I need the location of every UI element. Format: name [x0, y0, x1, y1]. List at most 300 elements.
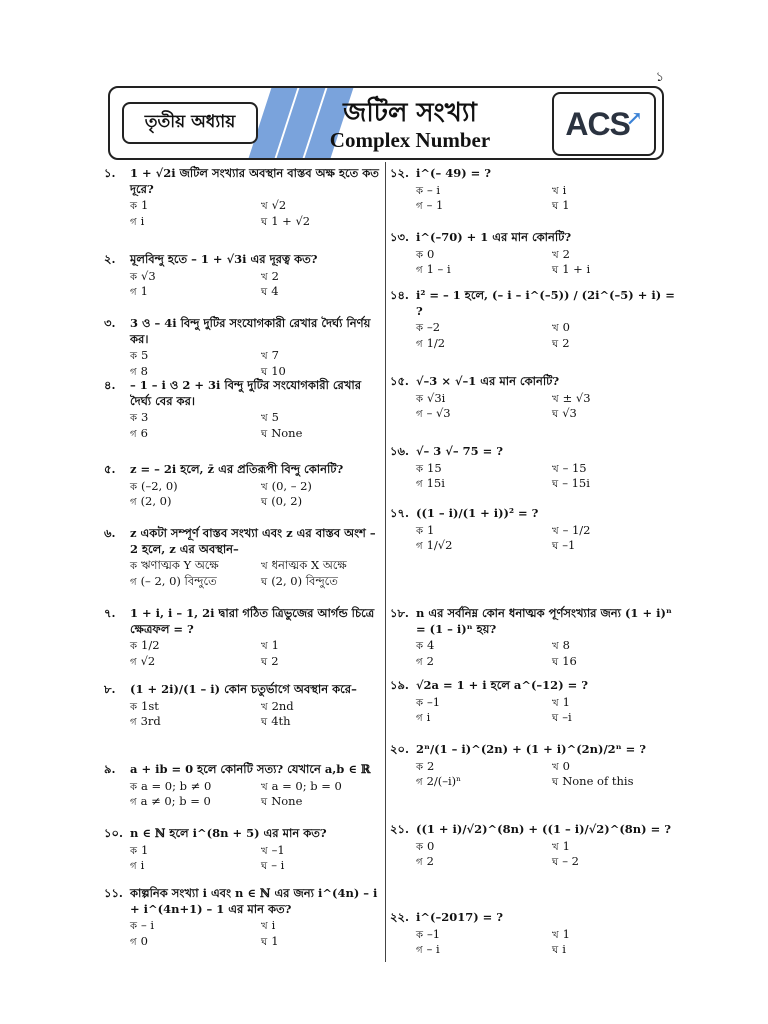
option-label-circle: গ — [416, 541, 423, 553]
answer-option — [261, 198, 384, 214]
option-value: 8 — [140, 363, 148, 378]
option-label-circle: গ — [416, 777, 423, 789]
answer-option — [261, 779, 384, 795]
question-item — [390, 678, 680, 726]
question-item — [390, 374, 680, 422]
answer-option — [552, 523, 680, 539]
question-item — [390, 166, 680, 214]
option-label-circle: খ — [261, 561, 268, 573]
answer-option — [130, 284, 253, 300]
answer-option — [416, 406, 544, 422]
option-value: 1 — [562, 198, 570, 213]
option-value: 1 — [562, 694, 570, 709]
option-value: 3 — [141, 410, 149, 425]
option-label-circle: গ — [416, 857, 423, 869]
option-label-circle: ঘ — [261, 717, 268, 729]
answer-option — [552, 406, 680, 422]
answer-option — [552, 638, 680, 654]
question-number: ২২. — [390, 910, 409, 924]
option-label-circle: ঘ — [552, 409, 559, 421]
option-label-circle: ঘ — [261, 216, 268, 228]
answer-options — [130, 410, 384, 441]
answer-options — [416, 523, 680, 554]
answer-option — [552, 774, 680, 790]
option-value: √3 — [562, 406, 577, 421]
answer-option — [261, 348, 384, 364]
option-label-circle: ঘ — [261, 797, 268, 809]
answer-option — [130, 918, 253, 934]
option-value: 1 + i — [562, 262, 591, 277]
answer-option — [130, 198, 253, 214]
answer-options — [416, 927, 680, 958]
answer-option — [416, 654, 544, 670]
page-number: ১ — [655, 70, 664, 85]
option-value: – 15i — [562, 476, 590, 491]
option-value: 0 — [562, 320, 570, 335]
option-value: – 2 — [562, 854, 579, 869]
answer-option — [416, 538, 544, 554]
option-value: (–2, 0) — [141, 478, 178, 493]
answer-option — [416, 927, 544, 943]
question-number: ১৪. — [390, 288, 409, 302]
answer-options — [130, 558, 384, 589]
option-label-circle: ঘ — [261, 497, 268, 509]
option-label-circle: ক — [416, 323, 423, 335]
option-label-circle: খ — [261, 413, 268, 425]
answer-option — [416, 476, 544, 492]
answer-option — [261, 654, 384, 670]
answer-options — [130, 479, 384, 510]
answer-option — [130, 714, 253, 730]
answer-option — [130, 426, 253, 442]
option-value: (– 2, 0) বিন্দুতে — [140, 573, 217, 588]
option-value: 2 — [271, 268, 279, 283]
answer-option — [416, 774, 544, 790]
answer-option — [261, 494, 384, 510]
answer-option — [416, 942, 544, 958]
option-value: 4 — [271, 284, 279, 299]
answer-option — [552, 461, 680, 477]
question-number: ৬. — [104, 526, 116, 540]
option-label-circle: ক — [416, 841, 423, 853]
option-label-circle: গ — [130, 497, 137, 509]
answer-option — [261, 214, 384, 230]
answer-option — [416, 759, 544, 775]
question-number: ১০. — [104, 826, 123, 840]
question-text: ((1 – i)/(1 + i))² = ? — [416, 506, 539, 520]
option-value: i — [562, 182, 567, 197]
answer-option — [130, 494, 253, 510]
question-number: ১৩. — [390, 230, 409, 244]
answer-option — [261, 410, 384, 426]
question-number: ৯. — [104, 762, 116, 776]
question-item — [390, 742, 680, 790]
question-number: ৭. — [104, 606, 116, 620]
answer-options — [416, 759, 680, 790]
option-value: 1 — [427, 522, 435, 537]
answer-option — [130, 364, 253, 380]
option-label-circle: গ — [416, 713, 423, 725]
answer-option — [552, 854, 680, 870]
option-label-circle: গ — [130, 287, 137, 299]
option-value: 0 — [427, 838, 435, 853]
option-label-circle: ক — [130, 701, 137, 713]
question-text: √–3 × √–1 এর মান কোনটি? — [416, 374, 560, 388]
option-value: –1 — [427, 926, 441, 941]
option-value: 7 — [271, 348, 279, 363]
option-value: 1 — [140, 284, 148, 299]
option-label-circle: ক — [416, 185, 423, 197]
question-item — [104, 762, 384, 810]
answer-options — [416, 247, 680, 278]
option-label-circle: খ — [261, 201, 268, 213]
question-number: ৩. — [104, 316, 116, 330]
answer-option — [552, 198, 680, 214]
page-title-english: Complex Number — [329, 128, 491, 152]
option-value: √3 — [141, 268, 156, 283]
option-value: 8 — [562, 638, 570, 653]
question-item — [104, 378, 384, 441]
option-value: 2nd — [271, 698, 294, 713]
option-label-circle: গ — [130, 861, 137, 873]
option-value: i — [271, 918, 276, 933]
question-text: 1 + √2i জটিল সংখ্যার অবস্থান বাস্তব অক্ষ হতে কত দূরে? — [130, 166, 379, 196]
option-label-circle: গ — [416, 945, 423, 957]
option-value: – i — [271, 858, 285, 873]
option-value: 1 — [562, 926, 570, 941]
option-value: 1/2 — [426, 335, 446, 350]
question-text: i^(–2017) = ? — [416, 910, 504, 924]
option-value: 2 — [562, 246, 570, 261]
question-text: i^(–70) + 1 এর মান কোনটি? — [416, 230, 572, 244]
answer-option — [261, 638, 384, 654]
option-value: √2 — [271, 198, 287, 213]
option-label-circle: খ — [552, 761, 559, 773]
option-value: (2, 0) — [140, 494, 172, 509]
option-value: a = 0; b = 0 — [271, 778, 342, 793]
answer-options — [130, 779, 384, 810]
option-value: 0 — [140, 933, 148, 948]
option-value: ধনাত্মক X অক্ষে — [271, 558, 347, 573]
answer-option — [261, 426, 384, 442]
option-label-circle: ঘ — [261, 366, 268, 378]
option-label-circle: খ — [261, 921, 268, 933]
option-value: – 1/2 — [562, 522, 591, 537]
option-value: 1 — [141, 198, 149, 213]
option-value: 3rd — [140, 714, 161, 729]
option-value: 2/(–i)ⁿ — [426, 774, 462, 789]
answer-option — [416, 854, 544, 870]
option-label-circle: ঘ — [552, 857, 559, 869]
answer-options — [416, 391, 680, 422]
option-label-circle: গ — [130, 656, 137, 668]
option-value: – i — [426, 942, 440, 957]
answer-option — [552, 262, 680, 278]
option-label-circle: ক — [416, 929, 423, 941]
option-label-circle: গ — [416, 479, 423, 491]
question-item — [104, 166, 384, 229]
question-item — [390, 822, 680, 870]
answer-option — [552, 839, 680, 855]
option-value: i — [140, 213, 145, 228]
page-title-bengali: জটিল সংখ্যা — [343, 98, 477, 128]
option-value: √3i — [427, 390, 446, 405]
option-value: 5 — [141, 348, 149, 363]
option-value: ঋণাত্মক Y অক্ষে — [141, 558, 219, 573]
question-text: কাল্পনিক সংখ্যা i এবং n ∈ ℕ এর জন্য i^(4n) – i + i^(4n+1) – 1 এর মান কত? — [130, 886, 378, 916]
question-item — [104, 316, 384, 379]
option-label-circle: ক — [416, 641, 423, 653]
option-label-circle: ঘ — [552, 201, 559, 213]
option-label-circle: ক — [130, 271, 137, 283]
answer-option — [130, 348, 253, 364]
option-label-circle: ক — [416, 249, 423, 261]
option-value: – 1 — [426, 198, 444, 213]
answer-option — [552, 538, 680, 554]
question-item — [390, 910, 680, 958]
question-text: z = – 2i হলে, z̄ এর প্রতিরূপী বিন্দু কোনটি? — [130, 462, 344, 476]
option-label-circle: ক — [130, 845, 137, 857]
option-value: 15 — [427, 460, 442, 475]
option-label-circle: ঘ — [261, 936, 268, 948]
answer-options — [416, 695, 680, 726]
option-label-circle: গ — [416, 338, 423, 350]
answer-options — [130, 918, 384, 949]
question-number: ২০. — [390, 742, 409, 756]
acs-logo — [552, 92, 656, 156]
answer-option — [552, 759, 680, 775]
option-label-circle: খ — [261, 781, 268, 793]
answer-option — [130, 843, 253, 859]
option-label-circle: ঘ — [261, 656, 268, 668]
option-value: i — [562, 942, 566, 957]
option-value: 1/√2 — [426, 538, 453, 553]
answer-option — [416, 247, 544, 263]
answer-option — [261, 479, 384, 495]
option-value: –2 — [427, 320, 441, 335]
question-item — [104, 606, 384, 669]
question-text: i^(– 49) = ? — [416, 166, 492, 180]
question-item — [104, 886, 384, 949]
question-number: ৪. — [104, 378, 116, 392]
option-label-circle: ক — [130, 561, 137, 573]
answer-option — [130, 269, 253, 285]
question-item — [390, 444, 680, 492]
option-value: None of this — [562, 774, 634, 789]
answer-option — [261, 794, 384, 810]
option-label-circle: খ — [261, 641, 268, 653]
option-label-circle: খ — [552, 463, 559, 475]
answer-option — [130, 779, 253, 795]
question-item — [104, 826, 384, 874]
column-divider — [385, 162, 386, 962]
option-value: 1 + √2 — [271, 213, 311, 228]
option-label-circle: ঘ — [552, 945, 559, 957]
option-value: 15i — [426, 476, 445, 491]
option-label-circle: গ — [130, 366, 137, 378]
question-item — [104, 682, 384, 730]
option-label-circle: গ — [416, 201, 423, 213]
question-text: – 1 – i ও 2 + 3i বিন্দু দুটির সংযোগকারী রেখার দৈর্ঘ্য বের কর। — [130, 378, 362, 408]
option-value: 16 — [562, 653, 577, 668]
option-value: – i — [141, 918, 155, 933]
answer-option — [261, 843, 384, 859]
option-value: 2 — [562, 335, 570, 350]
option-value: 6 — [140, 425, 148, 440]
answer-options — [416, 183, 680, 214]
question-number: ১. — [104, 166, 116, 180]
option-label-circle: খ — [552, 185, 559, 197]
answer-option — [416, 198, 544, 214]
chapter-label: তৃতীয় অধ্যায় — [122, 102, 258, 144]
option-label-circle: ঘ — [261, 861, 268, 873]
answer-option — [416, 523, 544, 539]
answer-option — [416, 183, 544, 199]
option-value: – 15 — [562, 460, 587, 475]
option-label-circle: গ — [416, 409, 423, 421]
question-number: ১২. — [390, 166, 409, 180]
question-text: 2ⁿ/(1 – i)^(2n) + (1 + i)^(2n)/2ⁿ = ? — [416, 742, 647, 756]
option-value: 5 — [271, 410, 279, 425]
option-value: 1 — [141, 842, 149, 857]
answer-option — [130, 558, 253, 574]
option-label-circle: ঘ — [261, 287, 268, 299]
option-label-circle: খ — [552, 525, 559, 537]
option-label-circle: ক — [130, 781, 137, 793]
answer-option — [416, 336, 544, 352]
answer-option — [261, 714, 384, 730]
option-value: None — [271, 425, 303, 440]
option-value: (0, 2) — [271, 494, 303, 509]
option-value: a = 0; b ≠ 0 — [141, 778, 212, 793]
answer-options — [416, 320, 680, 351]
question-item — [390, 288, 680, 351]
option-label-circle: ক — [416, 393, 423, 405]
answer-option — [130, 214, 253, 230]
logo-text: ACS — [565, 105, 630, 142]
option-value: –i — [562, 710, 572, 725]
question-text: ((1 + i)/√2)^(8n) + ((1 – i)/√2)^(8n) = ? — [416, 822, 671, 836]
option-label-circle: ক — [130, 641, 137, 653]
chapter-header — [108, 86, 664, 160]
answer-option — [416, 320, 544, 336]
option-value: 1/2 — [141, 638, 160, 653]
answer-option — [130, 934, 253, 950]
answer-option — [416, 695, 544, 711]
option-label-circle: খ — [552, 641, 559, 653]
question-item — [390, 606, 680, 669]
option-value: –1 — [271, 842, 285, 857]
question-number: ১৫. — [390, 374, 409, 388]
answer-options — [130, 269, 384, 300]
answer-option — [130, 654, 253, 670]
option-value: 2 — [426, 653, 434, 668]
question-text: i² = – 1 হলে, (– i – i^(–5)) / (2i^(–5) + i) = ? — [416, 288, 675, 318]
option-value: 1 — [271, 933, 279, 948]
option-value: 10 — [271, 363, 286, 378]
option-label-circle: ঘ — [552, 338, 559, 350]
answer-options — [416, 461, 680, 492]
option-value: ± √3 — [562, 390, 591, 405]
option-label-circle: ক — [416, 761, 423, 773]
answer-option — [552, 183, 680, 199]
answer-option — [552, 654, 680, 670]
option-value: 0 — [427, 246, 435, 261]
option-value: 1 — [271, 638, 279, 653]
question-item — [390, 506, 680, 554]
answer-option — [261, 558, 384, 574]
option-value: 2 — [426, 854, 434, 869]
answer-option — [552, 476, 680, 492]
option-label-circle: খ — [552, 841, 559, 853]
option-label-circle: গ — [416, 656, 423, 668]
option-label-circle: ঘ — [552, 541, 559, 553]
answer-option — [130, 574, 253, 590]
answer-option — [130, 638, 253, 654]
option-value: 1st — [141, 698, 159, 713]
question-number: ৮. — [104, 682, 116, 696]
option-label-circle: ঘ — [552, 479, 559, 491]
answer-option — [552, 927, 680, 943]
option-label-circle: খ — [552, 697, 559, 709]
question-text: মূলবিন্দু হতে – 1 + √3i এর দূরত্ব কত? — [130, 252, 318, 266]
answer-option — [261, 364, 384, 380]
arrow-up-right-icon: ↗ — [625, 106, 643, 130]
answer-options — [130, 843, 384, 874]
option-label-circle: ক — [130, 921, 137, 933]
option-label-circle: ক — [416, 697, 423, 709]
option-label-circle: ঘ — [261, 576, 268, 588]
answer-option — [261, 858, 384, 874]
option-label-circle: ক — [130, 351, 137, 363]
option-label-circle: ঘ — [552, 265, 559, 277]
option-label-circle: ঘ — [552, 777, 559, 789]
option-label-circle: গ — [416, 265, 423, 277]
option-value: None — [271, 794, 303, 809]
answer-option — [416, 710, 544, 726]
answer-options — [130, 638, 384, 669]
answer-option — [416, 391, 544, 407]
option-label-circle: ক — [416, 525, 423, 537]
option-label-circle: খ — [261, 271, 268, 283]
answer-options — [130, 348, 384, 379]
option-value: i — [426, 710, 431, 725]
option-label-circle: ক — [416, 463, 423, 475]
option-value: 1 – i — [426, 262, 451, 277]
answer-option — [261, 934, 384, 950]
question-number: ১৯. — [390, 678, 409, 692]
answer-option — [130, 479, 253, 495]
option-value: a ≠ 0; b = 0 — [140, 794, 211, 809]
option-label-circle: খ — [552, 323, 559, 335]
option-label-circle: গ — [130, 576, 137, 588]
question-number: ১১. — [104, 886, 123, 900]
option-label-circle: ক — [130, 201, 137, 213]
question-text: 1 + i, i – 1, 2i দ্বারা গঠিত ত্রিভুজের আর্গন্ড চিত্রে ক্ষেত্রফল = ? — [130, 606, 375, 636]
question-number: ২. — [104, 252, 116, 266]
option-label-circle: ঘ — [552, 656, 559, 668]
option-value: i — [140, 858, 145, 873]
option-value: –1 — [427, 694, 441, 709]
answer-option — [552, 320, 680, 336]
option-label-circle: খ — [261, 701, 268, 713]
option-label-circle: খ — [552, 929, 559, 941]
option-value: 2 — [427, 758, 435, 773]
question-item — [104, 526, 384, 589]
answer-option — [261, 284, 384, 300]
option-label-circle: খ — [261, 351, 268, 363]
option-label-circle: ঘ — [261, 428, 268, 440]
